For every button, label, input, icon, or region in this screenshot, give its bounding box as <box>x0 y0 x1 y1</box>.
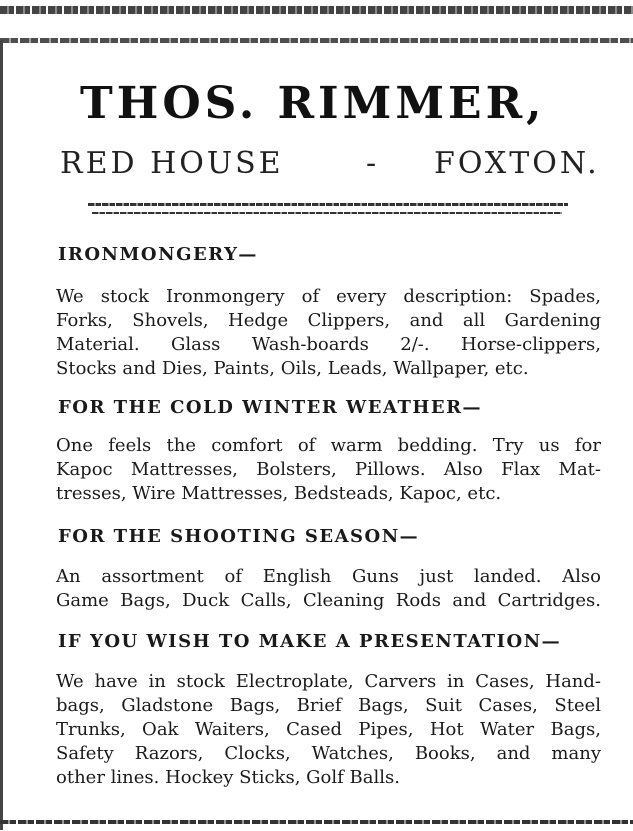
body-line: Material. Glass Wash-boards 2/-. Horse-clippers, <box>56 334 601 355</box>
top-inner-rule <box>0 38 633 43</box>
address-right: FOXTON. <box>434 146 600 181</box>
left-border-rule <box>0 40 3 830</box>
section-body-ironmongery <box>56 285 601 381</box>
address-left: RED HOUSE <box>60 146 284 181</box>
top-border-rule <box>0 6 633 14</box>
body-line: tresses, Wire Mattresses, Bedsteads, Kapoc, etc. <box>56 483 502 504</box>
section-heading-presentation: IF YOU WISH TO MAKE A PRESENTATION— <box>58 631 562 652</box>
header-divider-rule-2 <box>92 212 562 214</box>
body-line: One feels the comfort of warm bedding. Try us for <box>56 435 601 456</box>
section-body-presentation <box>56 670 601 790</box>
section-heading-winter: FOR THE COLD WINTER WEATHER— <box>58 397 483 418</box>
body-line: We have in stock Electroplate, Carvers in Cases, Hand- <box>56 671 601 692</box>
section-body-shooting <box>56 565 601 613</box>
body-line: Trunks, Oak Waiters, Cased Pipes, Hot Water Bags, <box>56 719 601 740</box>
body-line: Stocks and Dies, Paints, Oils, Leads, Wallpaper, etc. <box>56 358 529 379</box>
body-line: Game Bags, Duck Calls, Cleaning Rods and Cartridges. <box>56 590 601 611</box>
address-separator: - <box>366 146 377 181</box>
body-line: We stock Ironmongery of every description: Spades, <box>56 286 601 307</box>
bottom-border-rule <box>0 820 633 824</box>
body-line: other lines. Hockey Sticks, Golf Balls. <box>56 767 400 788</box>
advert-title: THOS. RIMMER, <box>80 78 546 129</box>
section-body-winter <box>56 434 601 506</box>
body-line: Safety Razors, Clocks, Watches, Books, and many <box>56 743 601 764</box>
section-heading-ironmongery: IRONMONGERY— <box>58 244 258 265</box>
body-line: Forks, Shovels, Hedge Clippers, and all Gardening <box>56 310 601 331</box>
header-divider-rule <box>88 203 568 206</box>
body-line: Kapoc Mattresses, Bolsters, Pillows. Also Flax Mat- <box>56 459 601 480</box>
body-line: An assortment of English Guns just landed. Also <box>56 566 601 587</box>
body-line: bags, Gladstone Bags, Brief Bags, Suit Cases, Steel <box>56 695 601 716</box>
section-heading-shooting: FOR THE SHOOTING SEASON— <box>58 526 420 547</box>
